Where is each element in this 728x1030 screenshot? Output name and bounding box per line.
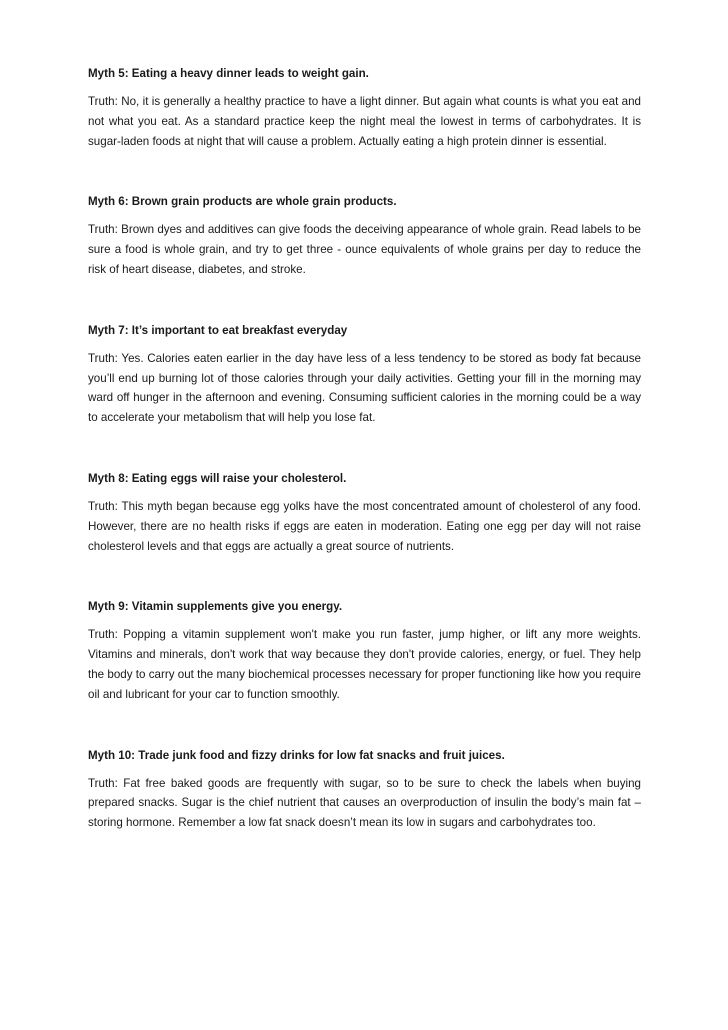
myth-section-10 [88, 746, 641, 833]
myth-truth-paragraph: Truth: No, it is generally a healthy practice to have a light dinner. But again what counts is what you eat and not what you eat. As a standard practice keep the night meal the lowest in terms of carbohydrates. It is sugar-laden foods at night that will cause a problem. Actually eating a high protein dinner is essential. [88, 95, 641, 148]
myth-truth-paragraph: Truth: Yes. Calories eaten earlier in the day have less of a less tendency to be stored as body fat because you’ll end up burning lot of those calories through your daily activities. Getting your fill in the morning may ward off hunger in the afternoon and evening. Consuming sufficient calories in the morning could be a way to accelerate your metabolism that will help you lose fat. [88, 351, 641, 425]
myth-heading: Myth 9: Vitamin supplements give you energy. [88, 600, 343, 614]
myth-heading: Myth 5: Eating a heavy dinner leads to weight gain. [88, 67, 369, 80]
myth-heading: Myth 8: Eating eggs will raise your cholesterol. [88, 471, 347, 485]
myth-truth-paragraph: Truth: Brown dyes and additives can give foods the deceiving appearance of whole grain. Read labels to be sure a food is whole grain, and try to get three - ounce equivalents of whole grains per day to reduce the risk of heart disease, diabetes, and stroke. [88, 223, 641, 276]
myth-truth-paragraph: Truth: Fat free baked goods are frequently with sugar, so to be sure to check the labels when buying prepared snacks. Sugar is the chief nutrient that causes an overproduction of insulin the body’s main fat – storing hormone. Remember a low fat snack doesn’t mean its low in sugars and carbohydrates too. [88, 776, 641, 830]
myth-section-8 [88, 469, 641, 556]
myth-section-7 [88, 321, 641, 428]
document-page [88, 64, 641, 833]
myth-heading: Myth 6: Brown grain products are whole grain products. [88, 195, 397, 209]
myth-section-5 [88, 64, 641, 151]
myth-section-6 [88, 192, 641, 279]
myth-section-9 [88, 597, 641, 704]
myth-truth-paragraph: Truth: This myth began because egg yolks have the most concentrated amount of cholesterol of any food. However, there are no health risks if eggs are eaten in moderation. Eating one egg per day will not raise cholesterol levels and that eggs are actually a great source of nutrients. [88, 499, 641, 553]
myth-truth-paragraph: Truth: Popping a vitamin supplement won't make you run faster, jump higher, or lift any more weights. Vitamins and minerals, don't work that way because they don't provide calories, energy, or fuel. They help the body to carry out the many biochemical processes necessary for proper functioning like how you require oil and lubricant for your car to function smoothly. [88, 628, 641, 701]
myth-heading: Myth 7: It’s important to eat breakfast everyday [88, 323, 348, 337]
myth-heading: Myth 10: Trade junk food and fizzy drinks for low fat snacks and fruit juices. [88, 748, 505, 762]
